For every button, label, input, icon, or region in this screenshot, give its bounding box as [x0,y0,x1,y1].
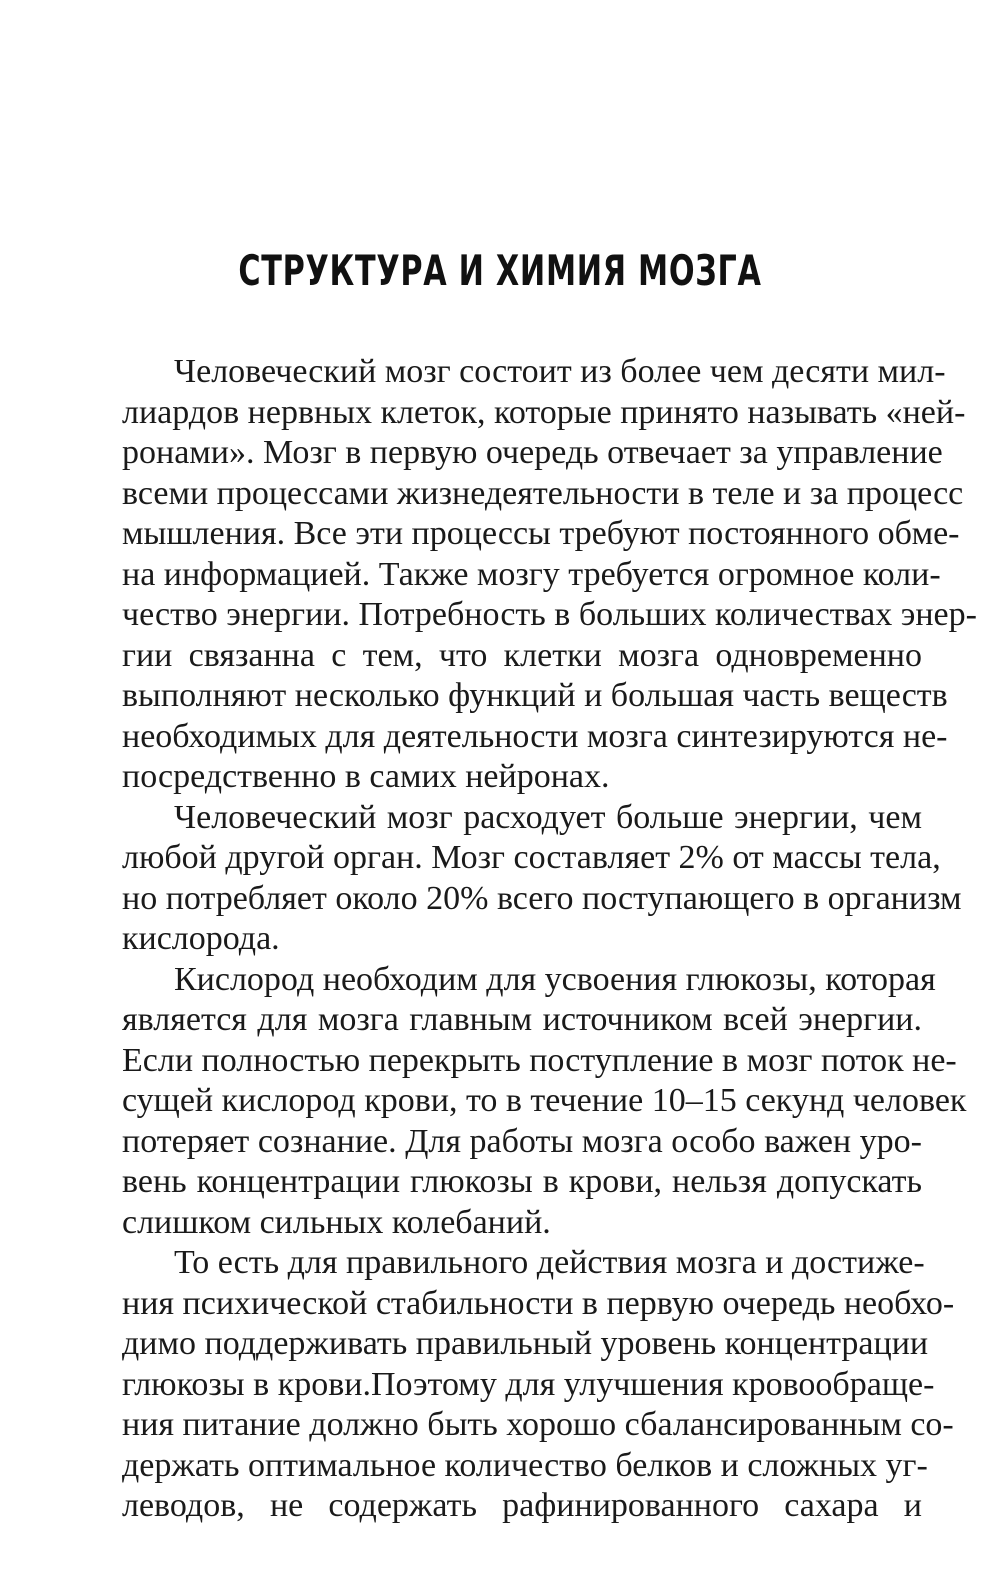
text-line: Кислород необходим для усвоения глюкозы, которая [174,960,936,998]
text-line: леводов, не содержать рафинированного сахара и [122,1487,922,1524]
text-line: любой другой орган. Мозг составляет 2% от массы тела, [122,839,941,876]
paragraph-2 [122,798,962,960]
text-line: лиардов нервных клеток, которые принято называть «ней- [122,393,966,431]
text-line: потеряет сознание. Для работы мозга особо важен уро- [122,1122,922,1160]
text-line: выполняют несколько функций и большая часть веществ [122,677,948,714]
text-line: ния питание должно быть хорошо сбалансированным со- [122,1406,954,1443]
text-line: всеми процессами жизнедеятельности в теле и за процесс [122,474,964,512]
paragraph-1 [122,352,977,798]
body-text [122,352,977,1527]
paragraph-3 [122,960,967,1244]
text-line: но потребляет около 20% всего поступающего в организм [122,879,962,917]
text-line: на информацией. Также мозгу требуется огромное коли- [122,555,941,593]
text-line: глюкозы в крови.Поэтому для улучшения кровообраще- [122,1365,935,1403]
text-line: слишком сильных колебаний. [122,1203,551,1241]
paragraph-4 [122,1243,955,1527]
text-line: посредственно в самих нейронах. [122,758,610,795]
text-line: кислорода. [122,920,280,957]
text-line: димо поддерживать правильный уровень концентрации [122,1325,929,1362]
text-line: чество энергии. Потребность в больших количествах энер- [122,596,977,633]
text-line: Человеческий мозг состоит из более чем десяти мил- [174,353,946,390]
text-line: сущей кислород крови, то в течение 10–15 секунд человек [122,1082,967,1119]
text-line: ния психической стабильности в первую очередь необхо- [122,1284,955,1322]
text-line: ронами». Мозг в первую очередь отвечает за управление [122,434,943,471]
text-line: является для мозга главным источником всей энергии. [122,1001,922,1038]
text-line: необходимых для деятельности мозга синтезируются не- [122,717,948,755]
text-line: Человеческий мозг расходует больше энергии, чем [174,798,922,836]
text-line: вень концентрации глюкозы в крови, нельзя допускать [122,1163,922,1200]
text-line: Если полностью перекрыть поступление в мозг поток не- [122,1041,957,1079]
text-line: держать оптимальное количество белков и сложных уг- [122,1446,928,1484]
chapter-title: СТРУКТУРА И ХИМИЯ МОЗГА [238,246,762,295]
text-line: мышления. Все эти процессы требуют постоянного обме- [122,515,960,552]
text-line: То есть для правильного действия мозга и достиже- [174,1244,925,1281]
text-line: гии связанна с тем, что клетки мозга одновременно [122,636,922,674]
